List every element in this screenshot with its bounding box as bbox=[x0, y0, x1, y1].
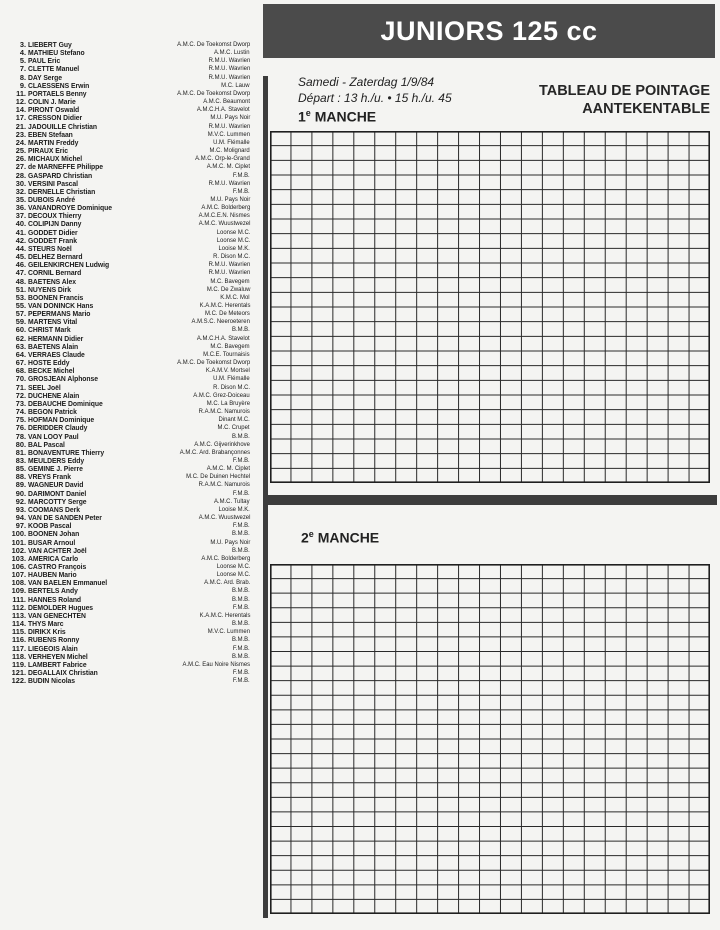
rider-name: COOMANS Derk bbox=[28, 504, 80, 514]
rider-number: 47. bbox=[15, 268, 26, 278]
rider-club: B.M.B. bbox=[232, 652, 250, 660]
rider-club: F.M.B. bbox=[233, 456, 250, 464]
rider-name: BUSAR Arnoul bbox=[28, 537, 76, 547]
rider-number: 5. bbox=[19, 56, 26, 66]
rider-club: A.M.S.C. Neeroeteren bbox=[191, 318, 250, 326]
rider-name: BERTELS Andy bbox=[28, 586, 78, 596]
rider-number: 30. bbox=[15, 178, 26, 188]
rider-name: COLIN J. Marie bbox=[28, 97, 76, 107]
rider-name: CLAESSENS Erwin bbox=[28, 80, 90, 90]
rider-club: B.M.B. bbox=[232, 636, 250, 644]
rider-number: 46. bbox=[15, 260, 26, 270]
rider-number: 85. bbox=[15, 464, 26, 474]
rider-club: F.M.B. bbox=[233, 187, 250, 195]
rider-club: F.M.B. bbox=[233, 489, 250, 497]
rider-name: VERHEYEN Michel bbox=[28, 651, 88, 661]
rider-number: 78. bbox=[15, 431, 26, 441]
rider-name: MATHIEU Stefano bbox=[28, 48, 85, 58]
rider-number: 4. bbox=[19, 48, 26, 58]
rider-club: R.M.U. Wavrien bbox=[208, 179, 250, 187]
section-separator bbox=[263, 495, 717, 505]
rider-number: 60. bbox=[15, 325, 26, 335]
rider-number: 25. bbox=[15, 146, 26, 156]
rider-name: STEURS Noël bbox=[28, 243, 72, 253]
rider-name: GROSJEAN Alphonse bbox=[28, 374, 98, 384]
rider-name: BONAVENTURE Thierry bbox=[28, 447, 105, 457]
rider-number: 48. bbox=[15, 276, 26, 286]
rider-name: JADOUILLE Christian bbox=[28, 121, 98, 131]
rider-name: DEGALLAIX Christian bbox=[28, 668, 98, 678]
rider-number: 97. bbox=[15, 521, 26, 531]
rider-name: PIRONT Oswald bbox=[28, 105, 80, 115]
rider-number: 63. bbox=[15, 341, 26, 351]
rider-number: 76. bbox=[15, 423, 26, 433]
rider-club: A.M.C. Lustin bbox=[214, 49, 250, 57]
rider-name: VAN GENECHTEN bbox=[28, 610, 86, 620]
rider-number: 55. bbox=[15, 301, 26, 310]
rider-number: 7. bbox=[19, 64, 26, 74]
rider-number: 37. bbox=[15, 211, 26, 221]
rider-number: 114. bbox=[12, 619, 26, 629]
rider-club: R.A.M.C. Namurois bbox=[198, 408, 250, 416]
rider-name: BOONEN Francis bbox=[28, 292, 84, 302]
rider-name: MEULDERS Eddy bbox=[28, 455, 85, 465]
rider-number: 100. bbox=[11, 529, 26, 539]
rider-number: 80. bbox=[15, 439, 26, 449]
rider-number: 88. bbox=[15, 472, 26, 482]
rider-name: CASTRO François bbox=[28, 562, 87, 571]
rider-name: DUCHENE Alain bbox=[28, 390, 80, 400]
rider-row bbox=[6, 677, 250, 685]
rider-name: VANANDROYE Dominique bbox=[28, 203, 112, 213]
rider-number: 107. bbox=[11, 570, 26, 580]
rider-club: M.C.E. Tournaisis bbox=[203, 350, 250, 358]
rider-name: HANNES Roland bbox=[28, 594, 82, 604]
rider-number: 116. bbox=[12, 635, 26, 645]
rider-club: A.M.C.E.N. Nismes bbox=[198, 212, 250, 220]
rider-name: MARTIN Freddy bbox=[28, 137, 79, 147]
rider-club: M.V.C. Lummen bbox=[207, 628, 250, 636]
rider-name: GEMINE J. Pierre bbox=[28, 464, 83, 474]
rider-number: 59. bbox=[15, 317, 26, 327]
rider-name: HERMANN Didier bbox=[28, 333, 84, 343]
rider-club: M.C. Crupet bbox=[218, 424, 250, 432]
rider-number: 102. bbox=[11, 545, 26, 555]
rider-number: 83. bbox=[15, 455, 26, 465]
rider-name: MARTENS Vital bbox=[28, 317, 78, 327]
rider-number: 103. bbox=[11, 553, 26, 563]
rider-number: 112. bbox=[12, 602, 26, 612]
rider-name: VAN ACHTER Joël bbox=[28, 545, 87, 555]
rider-name: DIRIKX Kris bbox=[28, 627, 66, 637]
rider-club: F.M.B. bbox=[233, 669, 250, 677]
race-info bbox=[298, 74, 452, 106]
scoring-grid-manche-1 bbox=[270, 131, 710, 483]
rider-name: VERRAES Claude bbox=[28, 349, 85, 359]
rider-name: RUBENS Ronny bbox=[28, 635, 80, 645]
rider-number: 21. bbox=[15, 121, 26, 131]
rider-name: PAUL Eric bbox=[28, 56, 61, 66]
rider-number: 75. bbox=[15, 415, 26, 425]
rider-name: COLIPIJN Danny bbox=[28, 219, 82, 229]
rider-number: 41. bbox=[15, 227, 26, 237]
rider-number: 117. bbox=[12, 643, 26, 653]
tableau-heading-nl: AANTEKENTABLE bbox=[582, 101, 710, 117]
rider-name: MICHAUX Michel bbox=[28, 154, 83, 164]
rider-name: VERSINI Pascal bbox=[28, 178, 79, 188]
rider-name: DARIMONT Daniel bbox=[28, 488, 87, 498]
rider-name: BAETENS Alex bbox=[28, 276, 76, 286]
rider-number: 111. bbox=[12, 594, 26, 604]
rider-name: KOOB Pascal bbox=[28, 521, 72, 531]
rider-number: 73. bbox=[15, 398, 26, 408]
rider-number: 115. bbox=[12, 627, 26, 637]
rider-club: A.M.C. De Toekomst Dworp bbox=[176, 41, 250, 48]
rider-number: 118. bbox=[12, 651, 26, 661]
rider-number: 23. bbox=[15, 129, 26, 139]
rider-number: 36. bbox=[15, 203, 26, 213]
race-start-times: Départ : 13 h./u. • 15 h./u. 45 bbox=[298, 91, 452, 105]
rider-club: A.M.C. Tultay bbox=[214, 497, 250, 505]
rider-name: DUBOIS André bbox=[28, 194, 76, 204]
rider-club: M.C. De Duinen Hechtel bbox=[186, 473, 250, 481]
rider-name: WAGNEUR David bbox=[28, 480, 84, 490]
rider-club: K.A.M.V. Mortsel bbox=[206, 367, 250, 375]
rider-club: B.M.B. bbox=[232, 620, 250, 628]
rider-name: GODDET Frank bbox=[28, 235, 77, 245]
rider-club: A.M.C. Gijverinkhove bbox=[194, 440, 250, 448]
rider-name: GEILENKIRCHEN Ludwig bbox=[28, 260, 110, 270]
rider-name: AMERICA Carlo bbox=[28, 553, 79, 563]
rider-club: Dinant M.C. bbox=[218, 416, 250, 424]
rider-name: DEMOLDER Hugues bbox=[28, 602, 94, 612]
rider-name: VAN BAELEN Emmanuel bbox=[28, 578, 108, 588]
rider-number: 94. bbox=[15, 513, 26, 523]
rider-club: Loonse M.C. bbox=[216, 571, 250, 579]
rider-number: 81. bbox=[15, 447, 26, 457]
rider-number: 122. bbox=[11, 676, 26, 686]
rider-name: LIEBERT Guy bbox=[28, 40, 72, 49]
rider-club: Looise M.K. bbox=[218, 505, 250, 513]
rider-club: A.M.C. Eau Noire Nismes bbox=[182, 660, 250, 668]
rider-number: 68. bbox=[15, 366, 26, 376]
rider-number: 24. bbox=[15, 137, 26, 147]
rider-club: F.M.B. bbox=[233, 171, 250, 179]
rider-name: PEPERMANS Mario bbox=[28, 309, 91, 319]
rider-number: 108. bbox=[11, 578, 26, 588]
rider-number: 92. bbox=[15, 496, 26, 506]
rider-club: A.M.C. Wuustwezel bbox=[198, 514, 250, 522]
rider-number: 27. bbox=[15, 162, 26, 172]
tableau-heading-fr: TABLEAU DE POINTAGE bbox=[538, 83, 710, 99]
rider-number: 9. bbox=[19, 80, 26, 90]
rider-club: B.M.B. bbox=[232, 432, 250, 440]
rider-name: EBEN Stefaan bbox=[28, 129, 73, 139]
rider-number: 57. bbox=[15, 309, 26, 319]
rider-name: BUDIN Nicolas bbox=[28, 676, 76, 686]
rider-club: R.M.U. Wavrien bbox=[208, 57, 250, 65]
rider-number: 71. bbox=[15, 382, 26, 392]
rider-name: MARCOTTY Serge bbox=[28, 496, 87, 506]
rider-club: R.M.U. Wavrien bbox=[208, 269, 250, 277]
tableau-heading bbox=[539, 82, 710, 118]
rider-club: A.M.C. Orp-le-Grand bbox=[195, 155, 250, 163]
rider-name: DEBAUCHE Dominique bbox=[28, 398, 103, 408]
rider-number: 14. bbox=[15, 105, 26, 115]
rider-club: A.M.C. Ard. Brabançonnes bbox=[179, 448, 250, 456]
rider-number: 89. bbox=[15, 480, 26, 490]
rider-number: 17. bbox=[15, 113, 26, 123]
rider-number: 28. bbox=[15, 170, 26, 180]
rider-name: PIRAUX Eric bbox=[28, 146, 68, 156]
rider-name: LIEGEOIS Alain bbox=[28, 643, 78, 653]
rider-club: Loonse M.C. bbox=[216, 563, 250, 570]
rider-club: A.M.C. De Toekomst Dworp bbox=[176, 89, 250, 97]
rider-club: F.M.B. bbox=[233, 522, 250, 530]
rider-club: K.A.M.C. Herentals bbox=[199, 302, 250, 309]
rider-number: 106. bbox=[11, 562, 26, 571]
rider-name: BEGON Patrick bbox=[28, 407, 77, 417]
rider-number: 12. bbox=[15, 97, 26, 107]
rider-club: M.C. Bavegem bbox=[210, 342, 250, 350]
rider-name: VAN LOOY Paul bbox=[28, 431, 79, 441]
rider-club: A.M.C. De Toekomst Dworp bbox=[176, 359, 250, 367]
rider-number: 40. bbox=[15, 219, 26, 229]
rider-name: BAL Pascal bbox=[28, 439, 65, 449]
rider-name: CLETTE Manuel bbox=[28, 64, 80, 74]
rider-number: 51. bbox=[15, 284, 26, 294]
rider-club: B.M.B. bbox=[232, 546, 250, 554]
rider-number: 26. bbox=[15, 154, 26, 164]
rider-club: Loonse M.C. bbox=[216, 228, 250, 236]
rider-name: THYS Marc bbox=[28, 619, 64, 629]
rider-number: 8. bbox=[19, 72, 26, 82]
rider-name: VAN DONINCK Hans bbox=[28, 301, 94, 310]
rider-name: CORNIL Bernard bbox=[28, 268, 82, 278]
rider-club: U.M. Flémalle bbox=[213, 375, 250, 383]
rider-name: HOFMAN Dominique bbox=[28, 415, 95, 425]
rider-name: DAY Serge bbox=[28, 72, 62, 82]
rider-number: 109. bbox=[11, 586, 26, 596]
rider-club: A.M.C. Wuustwezel bbox=[198, 220, 250, 228]
rider-number: 44. bbox=[15, 243, 26, 253]
rider-club: M.C. La Bruyère bbox=[206, 399, 250, 407]
rider-number: 35. bbox=[15, 194, 26, 204]
rider-name: GODDET Didier bbox=[28, 227, 78, 237]
rider-club: A.M.C. M. Ciplet bbox=[206, 465, 250, 473]
rider-club: M.C. Molignard bbox=[209, 147, 250, 155]
rider-name: DERIDDER Claudy bbox=[28, 423, 88, 433]
title-bar bbox=[263, 4, 715, 58]
rider-name: SEEL Joël bbox=[28, 382, 61, 392]
rider-number: 62. bbox=[15, 333, 26, 343]
rider-club: M.C. Lauw bbox=[221, 81, 250, 89]
rider-club: M.V.C. Lummen bbox=[207, 130, 250, 138]
rider-club: A.M.C.H.A. Stavelot bbox=[197, 106, 250, 114]
rider-club: M.C. De Meteors bbox=[205, 310, 250, 318]
rider-club: A.M.C. Ard. Brab. bbox=[203, 579, 250, 587]
rider-name: VAN DE SANDEN Peter bbox=[28, 513, 102, 523]
rider-club: R.M.U. Wavrien bbox=[208, 261, 250, 269]
rider-club: B.M.B. bbox=[232, 326, 250, 334]
rider-club: R.M.U. Wavrien bbox=[208, 122, 250, 130]
rider-name: HOSTE Eddy bbox=[28, 358, 70, 368]
rider-name: DERNELLE Christian bbox=[28, 186, 96, 196]
rider-name: GASPARD Christian bbox=[28, 170, 93, 180]
rider-number: 90. bbox=[15, 488, 26, 498]
manche-2-label: 2e MANCHE bbox=[301, 529, 380, 546]
rider-club: R. Dison M.C. bbox=[213, 253, 250, 261]
rider-club: F.M.B. bbox=[233, 603, 250, 611]
rider-number: 70. bbox=[15, 374, 26, 384]
rider-number: 101. bbox=[11, 537, 26, 547]
rider-club: A.M.C.H.A. Stavelot bbox=[197, 334, 250, 342]
rider-club: R. Dison M.C. bbox=[213, 383, 250, 391]
rider-club: F.M.B. bbox=[233, 644, 250, 652]
rider-club: Looise M.K. bbox=[218, 244, 250, 252]
rider-number: 72. bbox=[15, 390, 26, 400]
rider-club: M.C. Bavegem bbox=[210, 277, 250, 285]
rider-club: B.M.B. bbox=[232, 530, 250, 538]
rider-name: PORTAELS Benny bbox=[28, 88, 87, 98]
rider-club: A.M.C. Bolderberg bbox=[201, 204, 250, 212]
rider-number: 93. bbox=[15, 504, 26, 514]
rider-number: 3. bbox=[19, 40, 26, 49]
rider-number: 119. bbox=[12, 659, 26, 669]
rider-club: K.M.C. Mol bbox=[220, 293, 250, 301]
rider-club: M.U. Pays Noir bbox=[210, 114, 250, 122]
rider-name: BECKE Michel bbox=[28, 366, 75, 376]
rider-club: A.M.C. Bolderberg bbox=[201, 554, 250, 562]
rider-club: R.A.M.C. Namurois bbox=[198, 481, 250, 489]
race-date: Samedi - Zaterdag 1/9/84 bbox=[298, 75, 435, 89]
rider-number: 74. bbox=[15, 407, 26, 417]
rider-club: R.M.U. Wavrien bbox=[208, 73, 250, 81]
rider-number: 42. bbox=[15, 235, 26, 245]
rider-name: de MARNEFFE Philippe bbox=[28, 162, 104, 172]
rider-club: R.M.U. Wavrien bbox=[208, 65, 250, 73]
rider-club: Loonse M.C. bbox=[216, 236, 250, 244]
rider-name: CRESSON Didier bbox=[28, 113, 83, 123]
manche-1-label: 1e MANCHE bbox=[298, 108, 377, 125]
rider-club: M.U. Pays Noir bbox=[210, 538, 250, 546]
rider-number: 64. bbox=[15, 349, 26, 359]
rider-number: 53. bbox=[15, 292, 26, 302]
rider-club: B.M.B. bbox=[232, 587, 250, 595]
rider-club: M.U. Pays Noir bbox=[210, 195, 250, 203]
rider-number: 121. bbox=[11, 668, 26, 678]
rider-club: M.C. De Zwaluw bbox=[206, 285, 250, 293]
rider-club: U.M. Flémalle bbox=[213, 138, 250, 146]
rider-club: B.M.B. bbox=[232, 595, 250, 603]
rider-club: A.M.C. Beaumont bbox=[203, 98, 250, 106]
rider-name: VREYS Frank bbox=[28, 472, 71, 482]
rider-name: DELHEZ Bernard bbox=[28, 252, 83, 262]
rider-name: HAUBEN Mario bbox=[28, 570, 77, 580]
rider-list bbox=[6, 41, 250, 685]
rider-number: 45. bbox=[15, 252, 26, 262]
rider-club: F.M.B. bbox=[233, 677, 250, 685]
rider-name: NUYENS Dirk bbox=[28, 284, 71, 294]
rider-number: 32. bbox=[15, 186, 26, 196]
rider-club: K.A.M.C. Herentals bbox=[199, 611, 250, 619]
rider-name: DECOUX Thierry bbox=[28, 211, 82, 221]
rider-number: 67. bbox=[15, 358, 26, 368]
scoring-grid-manche-2 bbox=[270, 564, 710, 914]
rider-name: BOONEN Johan bbox=[28, 529, 80, 539]
rider-club: A.M.C. Grez-Doiceau bbox=[193, 391, 250, 399]
rider-name: CHRIST Mark bbox=[28, 325, 71, 335]
page-title: JUNIORS 125 cc bbox=[380, 15, 598, 46]
rider-number: 11. bbox=[16, 88, 26, 98]
rider-club: A.M.C. M. Ciplet bbox=[206, 163, 250, 171]
rider-number: 113. bbox=[12, 610, 26, 620]
rider-name: BAETENS Alain bbox=[28, 341, 79, 351]
rider-name: LAMBERT Fabrice bbox=[28, 659, 87, 669]
